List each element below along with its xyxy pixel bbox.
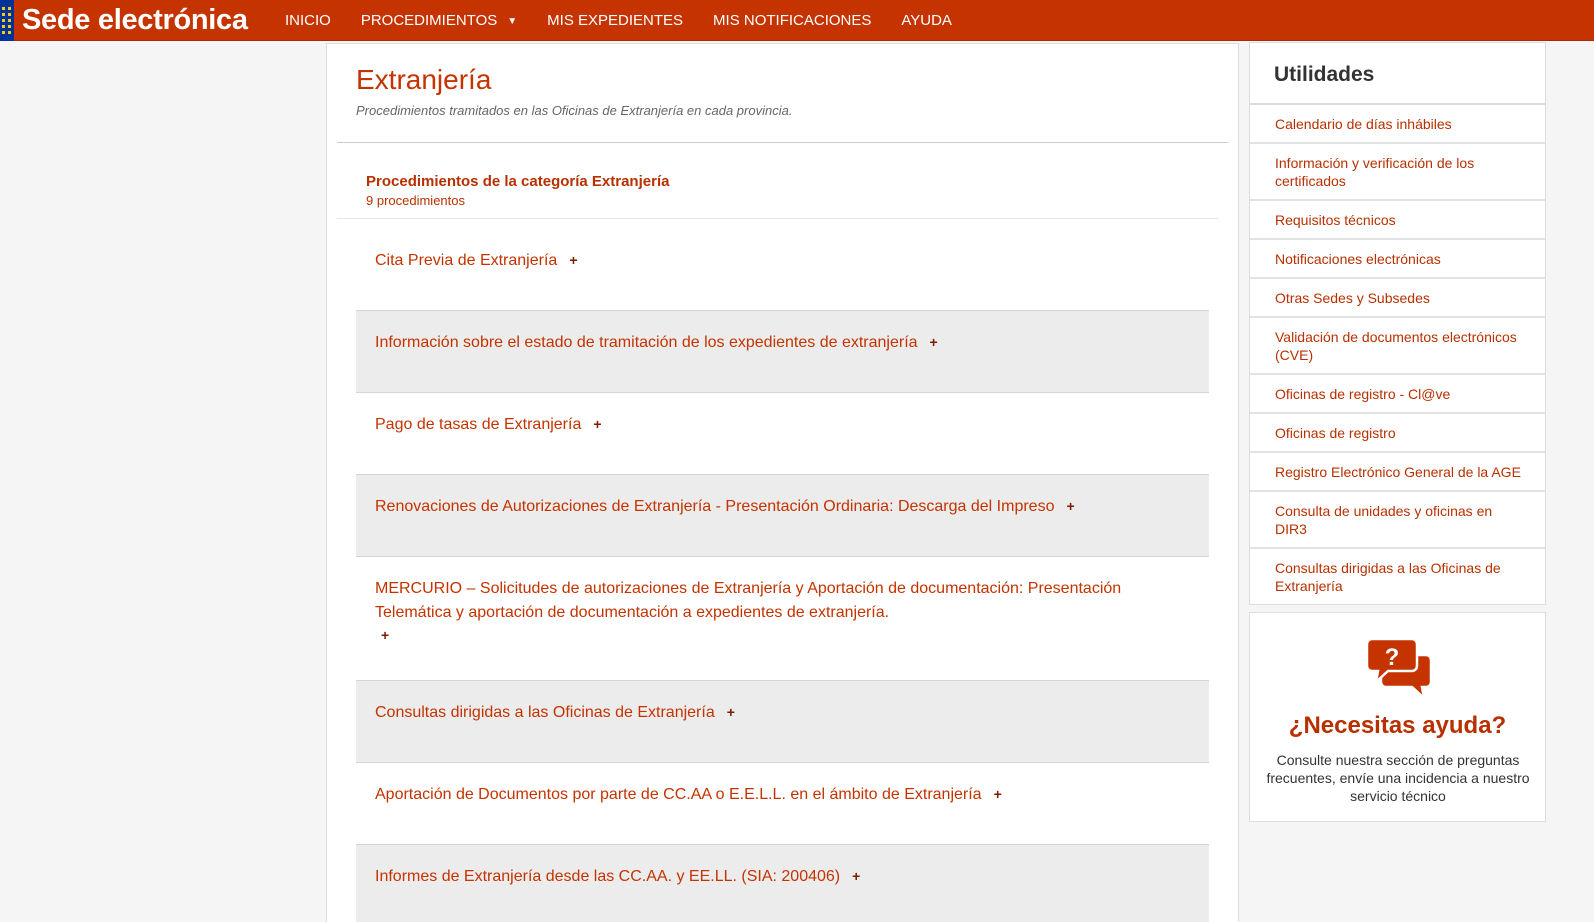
procedure-item — [356, 229, 1209, 311]
nav-inicio[interactable] — [270, 0, 346, 41]
divider — [337, 142, 1228, 143]
utility-link[interactable]: Registro Electrónico General de la AGE — [1250, 453, 1545, 492]
expand-plus-icon[interactable]: + — [726, 704, 735, 720]
nav-ayuda-label: AYUDA — [901, 12, 952, 29]
page-subtitle: Procedimientos tramitados en las Oficinas de Extranjería en cada provincia. — [356, 103, 793, 118]
expand-plus-icon[interactable]: + — [593, 416, 602, 432]
help-box[interactable] — [1249, 612, 1546, 822]
procedure-item — [356, 681, 1209, 763]
expand-plus-icon[interactable]: + — [993, 786, 1002, 802]
procedure-link[interactable]: MERCURIO – Solicitudes de autorizaciones de Extranjería y Aportación de documentación: Presentación Telemática y aportación de documentación a expedientes de extranjería. — [375, 580, 1122, 621]
category-title: Procedimientos de la categoría Extranjería — [366, 173, 670, 190]
divider — [337, 218, 1218, 219]
procedure-item — [356, 475, 1209, 557]
caret-down-icon: ▼ — [507, 16, 518, 27]
expand-plus-icon[interactable]: + — [1066, 498, 1075, 514]
utilities-title: Utilidades — [1250, 43, 1545, 105]
help-text: Consulte nuestra sección de preguntas frecuentes, envíe una incidencia a nuestro servicio técnico — [1266, 752, 1530, 804]
utility-link[interactable]: Requisitos técnicos — [1250, 201, 1545, 240]
main-content — [326, 43, 1239, 922]
eu-flag-icon — [0, 0, 14, 41]
procedure-link[interactable]: Aportación de Documentos por parte de CC.AA o E.E.L.L. en el ámbito de Extranjería — [375, 786, 982, 803]
utility-link[interactable]: Consultas dirigidas a las Oficinas de Extranjería — [1275, 560, 1501, 594]
procedure-link[interactable]: Pago de tasas de Extranjería — [375, 416, 582, 433]
expand-plus-icon[interactable]: + — [929, 334, 938, 350]
utility-link[interactable]: Calendario de días inhábiles — [1250, 105, 1545, 144]
procedure-list — [356, 229, 1209, 922]
procedure-link[interactable]: Información sobre el estado de tramitación de los expedientes de extranjería — [375, 334, 918, 351]
nav-mis-notificaciones-label: MIS NOTIFICACIONES — [713, 12, 872, 29]
procedure-link[interactable]: Cita Previa de Extranjería — [375, 252, 558, 269]
procedure-item — [356, 311, 1209, 393]
procedure-item — [356, 763, 1209, 845]
utility-link[interactable]: Información y verificación de los certificados — [1250, 144, 1545, 201]
expand-plus-icon[interactable]: + — [569, 252, 578, 268]
utility-link[interactable]: Consulta de unidades y oficinas en DIR3 — [1250, 492, 1545, 549]
help-question-mark: ? — [1384, 644, 1400, 671]
nav-mis-expedientes-label: MIS EXPEDIENTES — [547, 12, 684, 29]
utility-link[interactable]: Oficinas de registro - Cl@ve — [1250, 375, 1545, 414]
nav-procedimientos[interactable] — [346, 0, 532, 41]
nav-mis-expedientes[interactable] — [532, 0, 698, 41]
page-title: Extranjería — [356, 64, 492, 95]
procedure-link[interactable]: Informes de Extranjería desde las CC.AA. y EE.LL. (SIA: 200406) — [375, 868, 841, 885]
procedure-item — [356, 845, 1209, 922]
top-navigation-bar — [0, 0, 1594, 41]
nav-ayuda[interactable] — [886, 0, 967, 41]
procedure-link[interactable]: Renovaciones de Autorizaciones de Extranjería - Presentación Ordinaria: Descarga del Impreso — [375, 498, 1055, 515]
expand-plus-icon[interactable]: + — [852, 868, 861, 884]
utilities-panel — [1249, 42, 1546, 605]
expand-plus-icon[interactable]: + — [381, 627, 390, 643]
utility-link[interactable]: Validación de documentos electrónicos (CVE) — [1250, 318, 1545, 375]
help-title: ¿Necesitas ayuda? — [1288, 712, 1507, 739]
procedure-link[interactable]: Consultas dirigidas a las Oficinas de Extranjería — [375, 704, 715, 721]
utility-link[interactable]: Otras Sedes y Subsedes — [1250, 279, 1545, 318]
nav-procedimientos-label: PROCEDIMIENTOS — [360, 12, 498, 29]
nav-inicio-label: INICIO — [285, 12, 331, 29]
nav-mis-notificaciones[interactable] — [698, 0, 886, 41]
help-chat-icon — [1366, 637, 1432, 699]
main-nav — [270, 0, 967, 41]
category-count: 9 procedimientos — [366, 193, 465, 208]
procedure-item — [356, 393, 1209, 475]
utility-link[interactable]: Notificaciones electrónicas — [1250, 240, 1545, 279]
procedure-item — [356, 557, 1209, 681]
site-brand[interactable]: Sede electrónica — [22, 4, 248, 36]
utility-link[interactable]: Oficinas de registro — [1250, 414, 1545, 453]
